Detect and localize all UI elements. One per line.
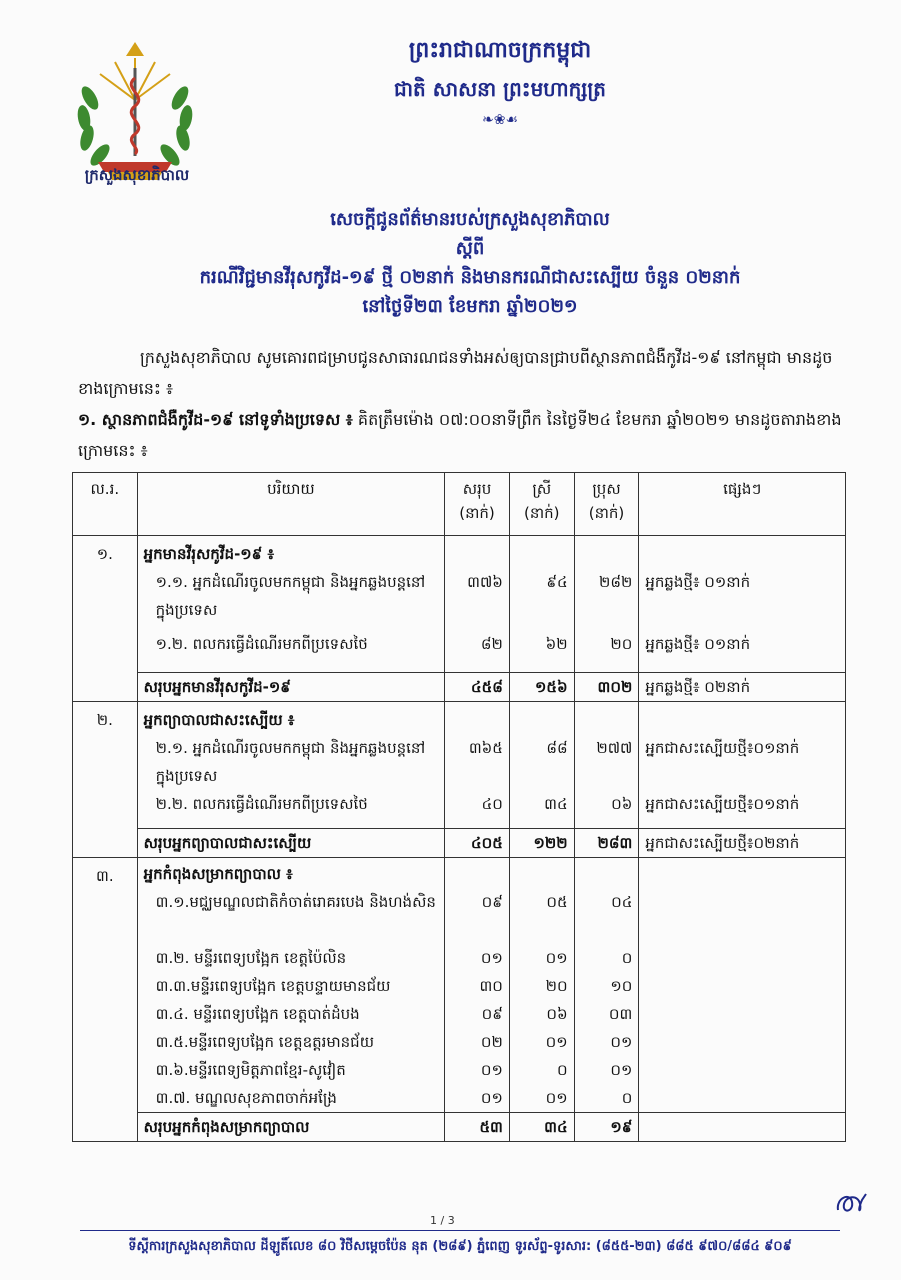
kingdom-header <box>300 36 700 128</box>
g2-r2-total: ៤០ <box>445 790 510 829</box>
g2-r1-female: ៨៨ <box>509 734 574 790</box>
g3-r1-total: ០៩ <box>445 888 510 944</box>
g1-sum-male: ៣០២ <box>574 673 639 702</box>
footer-address: ទីស្តីការក្រសួងសុខាភិបាល ដីឡូតិ៍លេខ ៨០ វិថីសម្តេចប៉ែន នុត (២៨៩) ភ្នំពេញ ទូរស័ព្ទ-ទូរសារ: (៨៥៥-២៣) ៨៨៥ ៩៧០/៨៨៤ ៩០៩ <box>128 1239 792 1254</box>
g2-sum-female: ១២២ <box>509 829 574 858</box>
table-row <box>73 734 846 790</box>
g3-r2-desc: ៣.២. មន្ទីរពេទ្យបង្អែក ខេត្តប៉ៃលិន <box>137 944 445 972</box>
g3-r4-desc: ៣.៤. មន្ទីរពេទ្យបង្អែក ខេត្តបាត់ដំបង <box>137 1000 445 1028</box>
national-motto: ជាតិ សាសនា ព្រះមហាក្សត្រ <box>394 77 606 101</box>
g3-r6-female: ០ <box>509 1056 574 1084</box>
g3-r7-desc: ៣.៧. មណ្ឌលសុខភាពចាក់អង្រែ <box>137 1084 445 1113</box>
g3-r2-female: ០១ <box>509 944 574 972</box>
intro-paragraph: ក្រសួងសុខាភិបាល សូមគោរពជម្រាបជូនសាធារណជនទាំងអស់ឲ្យបានជ្រាបពីស្ថានភាពជំងឺកូវីដ-១៩ នៅកម្ពុជា មានដូចខាងក្រោមនេះ ៖ <box>78 348 833 398</box>
header-note: ផ្សេងៗ <box>639 473 846 536</box>
g3-r3-female: ២០ <box>509 972 574 1000</box>
g1-r2-male: ២០ <box>574 630 639 673</box>
g3-r1-male: ០៤ <box>574 888 639 944</box>
g3-r1-female: ០៥ <box>509 888 574 944</box>
title-line-4: នៅថ្ងៃទី២៣ ខែមករា ឆ្នាំ២០២១ <box>362 296 578 317</box>
table-row-sum <box>73 1113 846 1142</box>
g1-r2-desc: ១.២. ពលករធ្វើដំណើរមកពីប្រទេសថៃ <box>137 630 445 673</box>
table-row <box>73 944 846 972</box>
g1-r1-male: ២៨២ <box>574 568 639 630</box>
header-female: ស្រី (នាក់) <box>509 473 574 536</box>
g3-r3-desc: ៣.៣.មន្ទីរពេទ្យបង្អែក ខេត្តបន្ទាយមានជ័យ <box>137 972 445 1000</box>
g3-r2-total: ០១ <box>445 944 510 972</box>
g2-r1-total: ៣៦៥ <box>445 734 510 790</box>
signature-icon <box>832 1188 872 1220</box>
table-row <box>73 630 846 673</box>
g1-sum-note: អ្នកឆ្លងថ្មី៖ ០២នាក់ <box>639 673 846 702</box>
g2-r2-note: អ្នកជាសះស្បើយថ្មី៖០១នាក់ <box>639 790 846 829</box>
header-desc: បរិយាយ <box>137 473 445 536</box>
table-row <box>73 1084 846 1113</box>
footer-divider <box>80 1230 840 1231</box>
g3-r4-female: ០៦ <box>509 1000 574 1028</box>
g1-r1-desc: ១.១. អ្នកដំណើរចូលមកកម្ពុជា និងអ្នកឆ្លងបន្តនៅក្នុងប្រទេស <box>137 568 445 630</box>
g3-r4-male: ០៣ <box>574 1000 639 1028</box>
g3-sum-total: ៥៣ <box>445 1113 510 1142</box>
table-row-sum <box>73 829 846 858</box>
section-1-paragraph <box>78 404 848 466</box>
group-1-no: ១. <box>73 536 138 673</box>
g2-r1-desc: ២.១. អ្នកដំណើរចូលមកកម្ពុជា និងអ្នកឆ្លងបន្តនៅក្នុងប្រទេស <box>137 734 445 790</box>
g3-sum-note <box>639 1113 846 1142</box>
title-line-2: ស្តីពី <box>455 238 485 259</box>
g3-r7-female: ០១ <box>509 1084 574 1113</box>
section-1-text: គិតត្រឹមម៉ោង ០៧:០០នាទីព្រឹក នៃថ្ងៃទី២៤ ខែមករា ឆ្នាំ២០២១ មានដូចតារាងខាងក្រោមនេះ ៖ <box>78 410 842 460</box>
g3-r4-total: ០៩ <box>445 1000 510 1028</box>
g2-sum-desc: សរុបអ្នកព្យាបាលជាសះស្បើយ <box>137 829 445 858</box>
group-1-title: អ្នកមានវីរុសកូវីដ-១៩ ៖ <box>137 536 445 569</box>
g3-r6-desc: ៣.៦.មន្ទីរពេទ្យមិត្តភាពខ្មែរ-សូវៀត <box>137 1056 445 1084</box>
g1-r2-female: ៦២ <box>509 630 574 673</box>
g1-sum-desc: សរុបអ្នកមានវីរុសកូវីដ-១៩ <box>137 673 445 702</box>
g1-r1-note: អ្នកឆ្លងថ្មី៖ ០១នាក់ <box>639 568 846 630</box>
table-row <box>73 568 846 630</box>
group-3-title: អ្នកកំពុងសម្រាកព្យាបាល ៖ <box>137 858 445 889</box>
covid-status-table <box>72 472 846 1142</box>
g1-r1-total: ៣៧៦ <box>445 568 510 630</box>
table-row <box>73 972 846 1000</box>
table-row <box>73 536 846 569</box>
g2-r2-female: ៣៤ <box>509 790 574 829</box>
g2-r2-desc: ២.២. ពលករធ្វើដំណើរមកពីប្រទេសថៃ <box>137 790 445 829</box>
g3-r3-male: ១០ <box>574 972 639 1000</box>
header-total: សរុប (នាក់) <box>445 473 510 536</box>
table-row <box>73 858 846 889</box>
g1-r2-note: អ្នកឆ្លងថ្មី៖ ០១នាក់ <box>639 630 846 673</box>
kingdom-name: ព្រះរាជាណាចក្រកម្ពុជា <box>408 38 592 63</box>
ministry-label: ក្រសួងសុខាភិបាល <box>84 166 190 184</box>
g2-r1-male: ២៧៧ <box>574 734 639 790</box>
document-title <box>110 205 830 321</box>
title-line-1: សេចក្តីជូនព័ត៌មានរបស់ក្រសួងសុខាភិបាល <box>330 209 610 230</box>
ornament-icon: ❧❀☙ <box>481 112 518 128</box>
table-row <box>73 1056 846 1084</box>
group-2-no: ២. <box>73 702 138 829</box>
section-1-heading: ១. ស្ថានភាពជំងឺកូវីដ-១៩ នៅទូទាំងប្រទេស ៖ <box>78 410 353 429</box>
g3-r7-male: ០ <box>574 1084 639 1113</box>
g2-r1-note: អ្នកជាសះស្បើយថ្មី៖០១នាក់ <box>639 734 846 790</box>
table-row <box>73 888 846 944</box>
g3-sum-male: ១៩ <box>574 1113 639 1142</box>
g3-r6-male: ០១ <box>574 1056 639 1084</box>
g2-r2-male: ០៦ <box>574 790 639 829</box>
header-male: ប្រុស (នាក់) <box>574 473 639 536</box>
g2-sum-note: អ្នកជាសះស្បើយថ្មី៖០២នាក់ <box>639 829 846 858</box>
group-2-title: អ្នកព្យាបាលជាសះស្បើយ ៖ <box>137 702 445 735</box>
table-row <box>73 702 846 735</box>
g3-r5-male: ០១ <box>574 1028 639 1056</box>
g3-r5-female: ០១ <box>509 1028 574 1056</box>
g3-sum-desc: សរុបអ្នកកំពុងសម្រាកព្យាបាល <box>137 1113 445 1142</box>
table-row <box>73 1028 846 1056</box>
table-row-sum <box>73 673 846 702</box>
g3-r5-desc: ៣.៥.មន្ទីរពេទ្យបង្អែក ខេត្តឧត្តរមានជ័យ <box>137 1028 445 1056</box>
table-row <box>73 790 846 829</box>
table-header-row <box>73 473 846 536</box>
g3-r6-total: ០១ <box>445 1056 510 1084</box>
g2-sum-male: ២៨៣ <box>574 829 639 858</box>
g1-r2-total: ៨២ <box>445 630 510 673</box>
table-row <box>73 1000 846 1028</box>
g3-r2-male: ០ <box>574 944 639 972</box>
g3-sum-female: ៣៤ <box>509 1113 574 1142</box>
g1-sum-female: ១៥៦ <box>509 673 574 702</box>
g2-sum-total: ៤០៥ <box>445 829 510 858</box>
g1-sum-total: ៤៥៨ <box>445 673 510 702</box>
group-3-no: ៣. <box>73 858 138 1113</box>
page-number: 1 / 3 <box>430 1214 455 1227</box>
g1-r1-female: ៩៤ <box>509 568 574 630</box>
g3-r5-total: ០២ <box>445 1028 510 1056</box>
header-no: ល.រ. <box>73 473 138 536</box>
title-line-3: ករណីវិជ្ជមានវីរុសកូវីដ-១៩ ថ្មី ០២នាក់ និងមានករណីជាសះស្បើយ ចំនួន ០២នាក់ <box>199 267 741 288</box>
g3-r7-total: ០១ <box>445 1084 510 1113</box>
g3-r1-desc: ៣.១.មជ្ឈមណ្ឌលជាតិកំចាត់រោគរបេង និងហង់សិន <box>137 888 445 944</box>
g3-r3-total: ៣០ <box>445 972 510 1000</box>
